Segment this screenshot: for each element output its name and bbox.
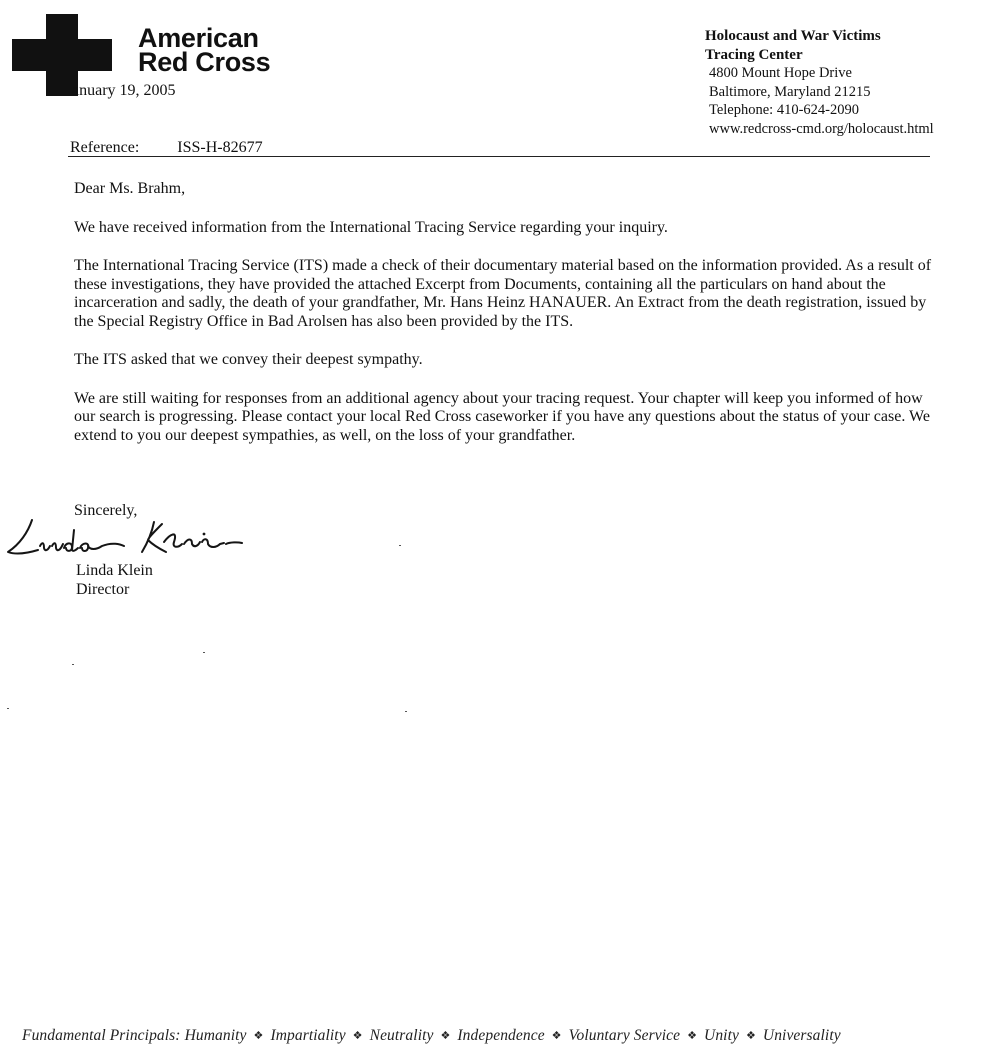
- separator-icon: ❖: [253, 1030, 264, 1042]
- principle-unity: Unity: [704, 1027, 739, 1044]
- paragraph-1: We have received information from the International Tracing Service regarding your inquiry.: [74, 218, 668, 236]
- paragraph-4: We are still waiting for responses from an additional agency about your tracing request. Your chapter will keep you informed of how our search is progressing. Please contact your local Red Cross caseworker if you have any questions about the status of your case. We extend to you our deepest sympathies, as well, on the loss of your grandfather.: [74, 389, 930, 444]
- separator-icon: ❖: [551, 1030, 562, 1042]
- reference-divider: [68, 156, 930, 157]
- letter-date: anuary 19, 2005: [72, 82, 176, 99]
- principle-humanity: Humanity: [184, 1027, 247, 1044]
- reference-number: ISS-H-82677: [177, 139, 263, 156]
- paragraph-2: The International Tracing Service (ITS) made a check of their documentary material based on the information provided. As a result of these investigations, they have provided the attached Excerpt from Documents, containing all the particulars on hand about the incarceration and sadly, the death of your grandfather, Mr. Hans Heinz HANAUER. An Extract from the death registration, issued by the Special Registry Office in Bad Arolsen has also been provided by the ITS.: [74, 257, 932, 330]
- scan-speck: [399, 545, 401, 546]
- signer-title: Director: [76, 581, 130, 598]
- logo-line-1: American: [138, 23, 259, 53]
- reference-label: Reference:: [70, 139, 140, 156]
- organization-logo-text: [138, 23, 271, 77]
- principle-neutrality: Neutrality: [369, 1027, 434, 1044]
- separator-icon: ❖: [352, 1030, 363, 1042]
- center-name-line-2: Tracing Center: [705, 46, 803, 63]
- principle-impartiality: Impartiality: [270, 1027, 346, 1044]
- fundamental-principles-footer: [22, 1027, 841, 1045]
- website-link[interactable]: www.redcross-cmd.org/holocaust.html: [709, 120, 934, 137]
- principle-voluntary-service: Voluntary Service: [568, 1027, 681, 1044]
- center-name-line-1: Holocaust and War Victims: [705, 28, 881, 44]
- telephone: Telephone: 410-624-2090: [709, 102, 859, 118]
- signer-block: [76, 561, 153, 599]
- paragraph-3: The ITS asked that we convey their deepest sympathy.: [74, 351, 423, 368]
- principle-independence: Independence: [457, 1027, 545, 1044]
- closing: Sincerely,: [74, 502, 138, 519]
- scan-speck: [72, 664, 74, 665]
- tracing-center-address-block: [705, 27, 934, 138]
- salutation: Dear Ms. Brahm,: [74, 180, 186, 197]
- scan-speck: [405, 711, 407, 712]
- address-line-2: Baltimore, Maryland 21215: [709, 83, 871, 100]
- scan-speck: [7, 708, 9, 709]
- signer-name: Linda Klein: [76, 562, 153, 579]
- separator-icon: ❖: [440, 1030, 451, 1042]
- letter-body: [74, 180, 932, 465]
- separator-icon: ❖: [745, 1030, 756, 1042]
- logo-line-2: Red Cross: [138, 47, 271, 77]
- address-line-1: 4800 Mount Hope Drive: [709, 65, 852, 81]
- reference-line: [70, 139, 263, 157]
- separator-icon: ❖: [687, 1030, 698, 1042]
- scan-speck: [203, 652, 205, 653]
- footer-lead: Fundamental Principals:: [22, 1027, 181, 1044]
- principle-universality: Universality: [762, 1027, 841, 1044]
